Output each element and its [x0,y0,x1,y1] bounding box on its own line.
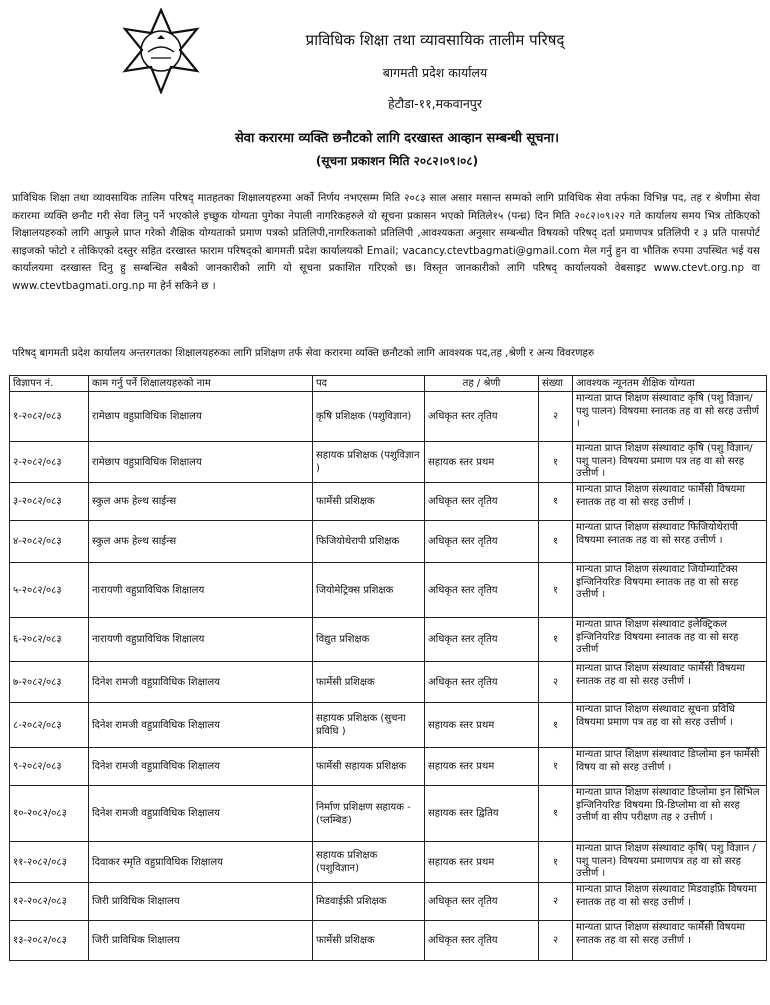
cell-ad-no: २-२०८२/०८३ [10,442,89,483]
cell-count: १ [539,748,573,786]
cell-school: दिनेश रामजी वहुप्राविधिक शिक्षालय [89,748,313,786]
cell-level: सहायक स्तर प्रथम [425,442,539,483]
cell-qualification: मान्यता प्राप्त शिक्षण संस्थावाट डिप्लोमा इन सिभिल इन्जिनियरिङ विषयमा प्रि-डिप्लोमा वा सो सरह उत्तीर्ण वा सीप परीक्षण तह २ उत्तीर्ण । [573,786,767,842]
table-row [10,662,767,703]
cell-school: दिवाकर स्मृति वहुप्राविधिक शिक्षालय [89,842,313,883]
cell-ad-no: १२-२०८२/०८३ [10,883,89,921]
cell-post: जियोमेट्रिक्स प्रशिक्षक [313,563,425,618]
cell-ad-no: ४-२०८२/०८३ [10,521,89,563]
cell-level: सहायक स्तर प्रथम [425,842,539,883]
table-header-row [10,376,767,392]
cell-qualification: मान्यता प्राप्त शिक्षण संस्थावाट डिप्लोमा इन फार्मेसी विषय वा सो सरह उत्तीर्ण । [573,748,767,786]
cell-post: कृषि प्रशिक्षक (पशुविज्ञान) [313,392,425,442]
cell-school: रामेछाप वहुप्राविधिक शिक्षालय [89,392,313,442]
cell-count: १ [539,703,573,748]
col-header-school: काम गर्नु पर्ने शिक्षालयहरुको नाम [89,376,313,392]
cell-post: मिडवाईफ्री प्रशिक्षक [313,883,425,921]
cell-school: नारायणी वहुप्राविधिक शिक्षालय [89,618,313,662]
table-row [10,442,767,483]
cell-level: सहायक स्तर द्वितिय [425,786,539,842]
cell-level: अधिकृत स्तर तृतिय [425,392,539,442]
cell-school: स्कुल अफ हेल्थ साईन्स [89,483,313,521]
cell-qualification: मान्यता प्राप्त शिक्षण संस्थावाट मिडवाइफ्रि विषयमा स्नातक तह वा सो सरह उत्तीर्ण । [573,883,767,921]
cell-qualification: मान्यता प्राप्त शिक्षण संस्थावाट इलेक्ट्रिकल इन्जिनियरिङ विषयमा स्नातक तह वा सो सरह उत्तीर्ण [573,618,767,662]
cell-post: फार्मेसी प्रशिक्षक [313,921,425,961]
cell-school: रामेछाप वहुप्राविधिक शिक्षालय [89,442,313,483]
cell-count: १ [539,786,573,842]
ctevt-logo [118,8,204,94]
table-row [10,883,767,921]
cell-post: निर्माण प्रशिक्षण सहायक -(प्लम्बिङ) [313,786,425,842]
cell-post: फिजियोथेरापी प्रशिक्षक [313,521,425,563]
cell-ad-no: ७-२०८२/०८३ [10,662,89,703]
cell-ad-no: १३-२०८२/०८३ [10,921,89,961]
cell-qualification: मान्यता प्राप्त शिक्षण संस्थावाट फिजियोथेरापी विषयमा स्नातक तह वा सो सरह उत्तीर्ण । [573,521,767,563]
vacancy-table [9,375,767,961]
cell-qualification: मान्यता प्राप्त शिक्षण संस्थावाट कृषि (पशु विज्ञान/ पशु पालन) विषयमा स्नातक तह वा सो सरह उत्तीर्ण । [573,392,767,442]
cell-post: सहायक प्रशिक्षक (पशुविज्ञान) [313,842,425,883]
notice-title: सेवा करारमा व्यक्ति छनौटको लागि दरखास्त आव्हान सम्बन्धी सूचना। [234,131,560,146]
cell-qualification: मान्यता प्राप्त शिक्षण संस्थावाट कृषि (पशु विज्ञान/ पशु पालन) विषयमा प्रमाण पत्र तह वा सो सरह उत्तीर्ण । [573,442,767,483]
cell-qualification: मान्यता प्राप्त शिक्षण संस्थावाट फार्मेसी विषयमा स्नातक तह वा सो सरह उत्तीर्ण । [573,921,767,961]
cell-count: १ [539,521,573,563]
cell-school: जिरी प्राविधिक शिक्षालय [89,883,313,921]
cell-qualification: मान्यता प्राप्त शिक्षण संस्थावाट जियोम्याटिक्स इन्जिनियरिङ विषयमा स्नातक तह वा सो सरह उत्तीर्ण । [573,563,767,618]
cell-level: अधिकृत स्तर तृतिय [425,921,539,961]
table-row [10,618,767,662]
cell-count: १ [539,442,573,483]
col-header-post: पद [313,376,425,392]
col-header-qualification: आवश्यक न्यूनतम शैक्षिक योग्यता [573,376,767,392]
cell-ad-no: ८-२०८२/०८३ [10,703,89,748]
cell-ad-no: ३-२०८२/०८३ [10,483,89,521]
office-address: हेटौडा-११,मकवानपुर [388,96,482,111]
cell-post: सहायक प्रशिक्षक (पशुविज्ञान ) [313,442,425,483]
cell-qualification: मान्यता प्राप्त शिक्षण संस्थावाट फार्मेसी विषयमा स्नातक तह वा सो सरह उत्तीर्ण । [573,662,767,703]
table-row [10,748,767,786]
cell-post: सहायक प्रशिक्षक (सुचना प्रविधि ) [313,703,425,748]
table-row [10,786,767,842]
cell-level: सहायक स्तर प्रथम [425,748,539,786]
cell-post: फार्मेसी सहायक प्रशिक्षक [313,748,425,786]
cell-level: अधिकृत स्तर तृतिय [425,521,539,563]
cell-ad-no: ११-२०८२/०८३ [10,842,89,883]
cell-school: दिनेश रामजी वहुप्राविधिक शिक्षालय [89,703,313,748]
cell-count: २ [539,921,573,961]
cell-qualification: मान्यता प्राप्त शिक्षण संस्थावाट कृषि( पशु विज्ञान / पशु पालन) विषयमा प्रमाणपत्र तह वा सो सरह उत्तीर्ण । [573,842,767,883]
table-row [10,521,767,563]
cell-count: २ [539,883,573,921]
col-header-level: तह / श्रेणी [425,376,539,392]
cell-school: नारायणी वहुप्राविधिक शिक्षालय [89,563,313,618]
cell-ad-no: १-२०८२/०८३ [10,392,89,442]
cell-level: अधिकृत स्तर तृतिय [425,618,539,662]
cell-ad-no: ९-२०८२/०८३ [10,748,89,786]
cell-ad-no: ६-२०८२/०८३ [10,618,89,662]
cell-count: १ [539,842,573,883]
table-row [10,921,767,961]
cell-ad-no: ५-२०८२/०८३ [10,563,89,618]
intro-paragraph: प्राविधिक शिक्षा तथा व्यावसायिक तालिम परिषद् मातहतका शिक्षालयहरुमा अर्को निर्णय नभएसम्म मिति २०८३ साल असार मसान्त सम्मको लागि प्राविधिक सेवा तर्फका विभिन्न पद, तह र श्रेणीमा सेवा करारमा व्यक्ति छनौट गरी सेवा लिनु पर्ने भएकोले इच्छुक योग्यता पुगेका नेपाली नागरिकहरुले यो सूचना प्रकासन भएको मितिले१५ (पन्ध्र) दिन मिति २०८२।०९।२२ गते कार्यालय समय भित्र तोकिएको शिक्षालयहरुको लागि आफुले प्राप्त गरेको शैक्षिक योग्यताको प्रमाण पत्रको प्रतिलिपी,नागरिकताको प्रतिलिपी ,आवश्यकता अनुसार सम्बन्धीत विषयको परिषद् दर्ता प्रमाणपत्र प्रतिलिपी र ३ प्रति पासपोर्ट साइजको फोटो र तोकिएको दस्तुर सहित दरखास्त फाराम परिषद्को बागमती प्रदेश कार्यालयको Email; vacancy.ctevtbagmati@gmail.com मेल गर्नु हुन वा भौतिक रुपमा उपस्थित भई यस कार्यालयमा दरखास्त दिनु हु सम्बन्धित सबैको जानकारीको लागि यो सूचना प्रकाशित गरिएको छ। विस्तृत जानकारीको लागि परिषद् कार्यालयको वेबसाइट www.ctevt.org.np वा www.ctevtbagmati.org.np मा हेर्न सकिने छ । [12,192,760,292]
cell-count: २ [539,662,573,703]
cell-level: अधिकृत स्तर तृतिय [425,662,539,703]
table-row [10,842,767,883]
cell-count: १ [539,618,573,662]
cell-school: दिनेश रामजी वहुप्राविधिक शिक्षालय [89,786,313,842]
table-row [10,563,767,618]
cell-post: फार्मेसी प्रशिक्षक [313,483,425,521]
org-name: प्राविधिक शिक्षा तथा व्यावसायिक तालीम परिषद् [305,31,565,49]
cell-ad-no: १०-२०८२/०८३ [10,786,89,842]
cell-level: अधिकृत स्तर तृतिय [425,563,539,618]
cell-count: १ [539,483,573,521]
table-caption: परिषद् बागमती प्रदेश कार्यालय अन्तरगतका शिक्षालयहरुका लागि प्रशिक्षण तर्फ सेवा करारमा व्यक्ति छनौटको लागि आवश्यक पद,तह ,श्रेणी र अन्य विवरणहरु [12,347,595,359]
cell-school: स्कुल अफ हेल्थ साईन्स [89,521,313,563]
publish-date: (सूचना प्रकाशन मिति २०८२।०९।०८) [315,154,479,168]
cell-count: १ [539,563,573,618]
cell-post: फार्मेसी प्रशिक्षक [313,662,425,703]
col-header-count: संख्या [539,376,573,392]
cell-level: सहायक स्तर प्रथम [425,703,539,748]
cell-level: अधिकृत स्तर तृतिय [425,483,539,521]
cell-school: दिनेश रामजी वहुप्राविधिक शिक्षालय [89,662,313,703]
cell-qualification: मान्यता प्राप्त शिक्षण संस्थावाट फार्मेसी विषयमा स्नातक तह वा सो सरह उत्तीर्ण । [573,483,767,521]
cell-school: जिरी प्राविधिक शिक्षालय [89,921,313,961]
cell-qualification: मान्यता प्राप्त शिक्षण संस्थावाट सूचना प्रविधि विषयमा प्रमाण पत्र तह वा सो सरह उत्तीर्ण । [573,703,767,748]
table-row [10,392,767,442]
cell-count: २ [539,392,573,442]
table-row [10,483,767,521]
office-name: बागमती प्रदेश कार्यालय [382,65,488,80]
col-header-ad-no: विज्ञापन नं. [10,376,89,392]
cell-level: अधिकृत स्तर तृतिय [425,883,539,921]
cell-post: विद्युत प्रशिक्षक [313,618,425,662]
table-row [10,703,767,748]
